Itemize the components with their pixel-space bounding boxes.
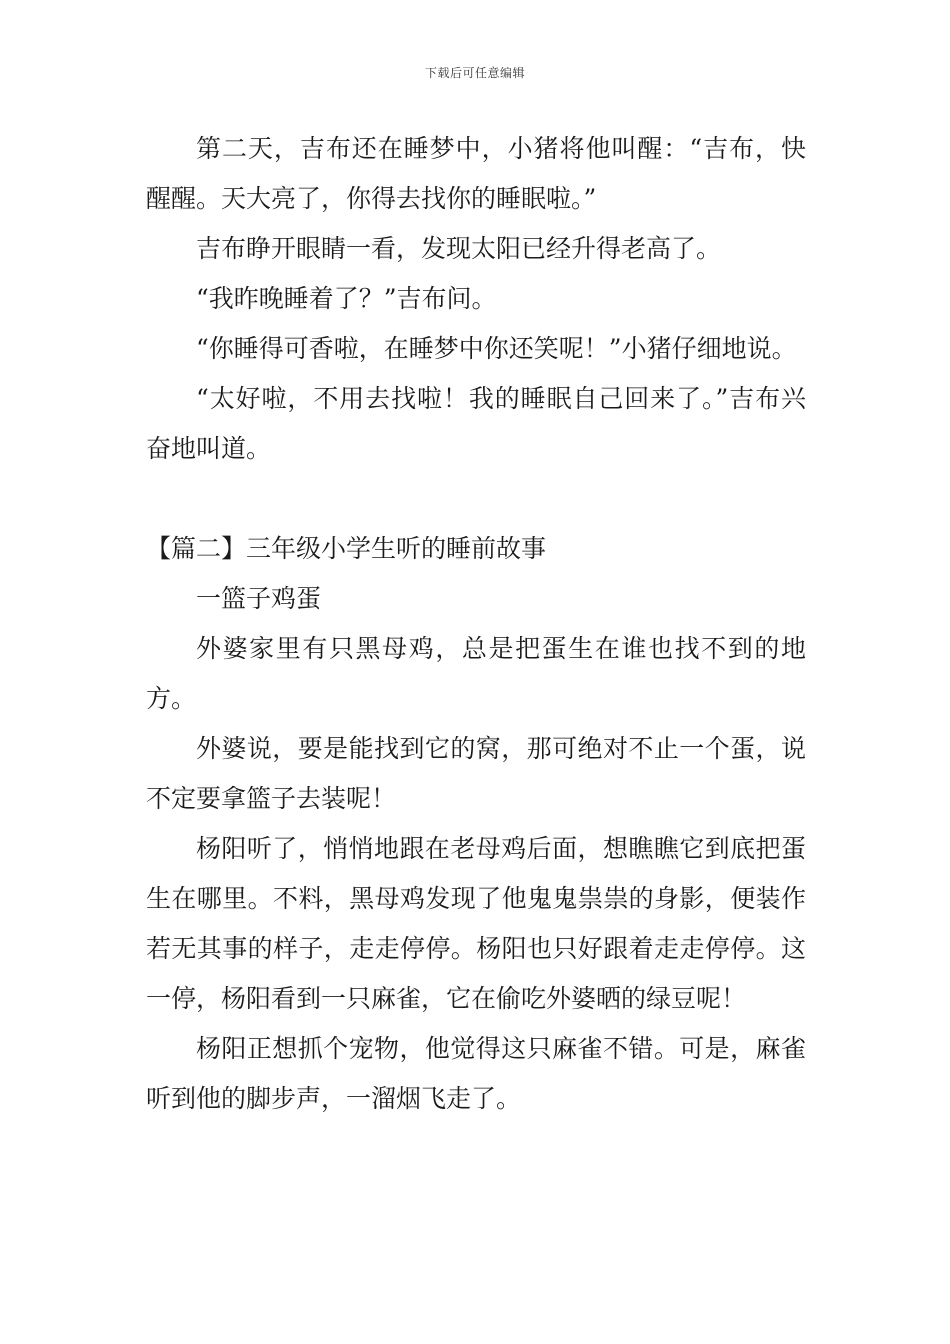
section-heading: 【篇二】三年级小学生听的睡前故事 — [146, 534, 547, 563]
story2-paragraph-1: 外婆家里有只黑母鸡，总是把蛋生在谁也找不到的地方。 — [146, 634, 806, 713]
story1-paragraph-4: “你睡得可香啦，在睡梦中你还笑呢！”小猪仔细地说。 — [196, 334, 797, 363]
document-body — [146, 124, 806, 1124]
page-header: 下载后可任意编辑 — [424, 66, 525, 80]
story-title: 一篮子鸡蛋 — [196, 584, 322, 613]
story1-paragraph-3: “我昨晚睡着了？”吉布问。 — [196, 284, 497, 313]
story2-paragraph-2: 外婆说，要是能找到它的窝，那可绝对不止一个蛋，说不定要拿篮子去装呢！ — [146, 734, 806, 813]
story2-paragraph-4: 杨阳正想抓个宠物，他觉得这只麻雀不错。可是，麻雀听到他的脚步声，一溜烟飞走了。 — [146, 1034, 806, 1113]
story2-paragraph-3: 杨阳听了，悄悄地跟在老母鸡后面，想瞧瞧它到底把蛋生在哪里。不料，黑母鸡发现了他鬼鬼祟祟的身影，便装作若无其事的样子，走走停停。杨阳也只好跟着走走停停。这一停，杨阳看到一只麻雀，它在偷吃外婆晒的绿豆呢！ — [146, 834, 806, 1013]
story1-paragraph-1: 第二天，吉布还在睡梦中，小猪将他叫醒：“吉布，快醒醒。天大亮了，你得去找你的睡眠啦。” — [146, 134, 806, 213]
story1-paragraph-2: 吉布睁开眼睛一看，发现太阳已经升得老高了。 — [196, 234, 722, 263]
story1-paragraph-5: “太好啦，不用去找啦！我的睡眠自己回来了。”吉布兴奋地叫道。 — [146, 384, 806, 463]
